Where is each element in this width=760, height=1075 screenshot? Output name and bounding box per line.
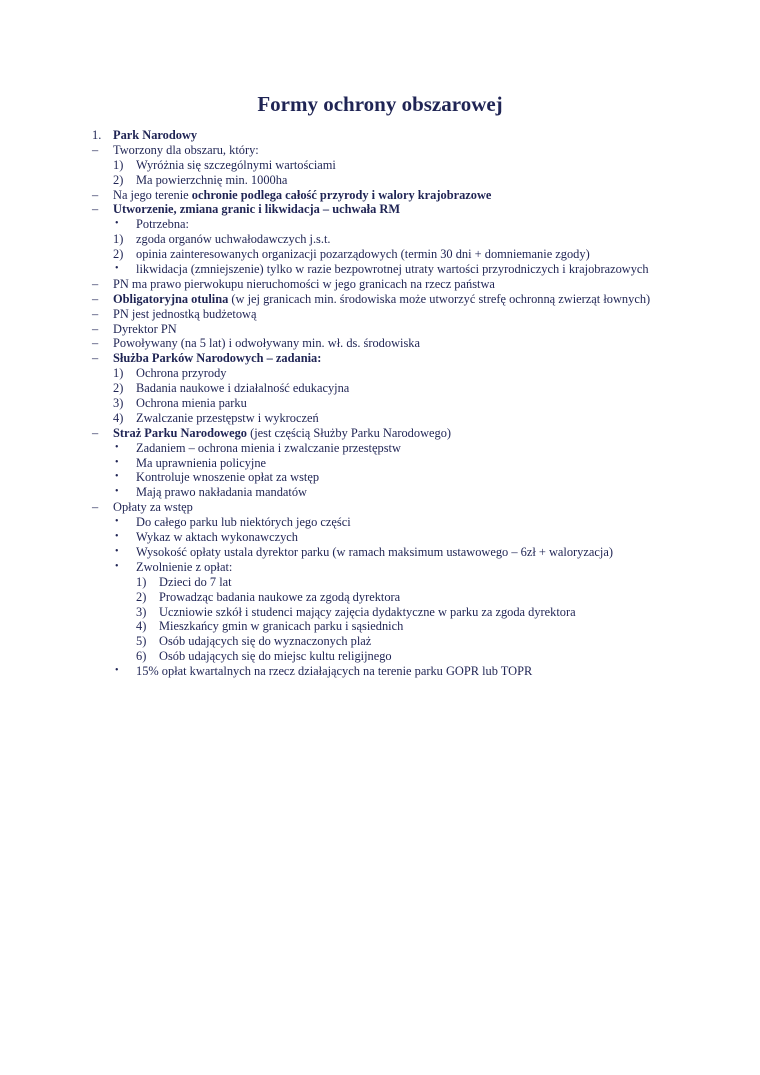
list-item-text <box>136 664 532 679</box>
list-item-text <box>159 619 403 634</box>
text-run: Ochrona przyrody <box>136 366 227 381</box>
list-item <box>0 545 760 560</box>
list-item <box>0 173 760 188</box>
number-marker: 2) <box>113 247 124 262</box>
number-marker: 4) <box>136 619 147 634</box>
list-item <box>0 515 760 530</box>
list-item-text <box>136 470 319 485</box>
list-item <box>0 128 760 143</box>
number-marker: 4) <box>113 410 124 425</box>
list-item <box>0 307 760 322</box>
list-item <box>0 456 760 471</box>
list-item-text <box>113 426 451 441</box>
list-item <box>0 426 760 441</box>
list-item <box>0 530 760 545</box>
bullet-marker: • <box>115 486 119 498</box>
list-item-text <box>113 128 197 143</box>
dash-marker: – <box>92 321 99 336</box>
list-item <box>0 470 760 485</box>
list-item-text <box>113 322 177 337</box>
bold-text: ochronie podlega całość przyrody i walory krajobrazowe <box>191 187 492 202</box>
list-item <box>0 336 760 351</box>
text-run: (w jej granicach min. środowiska może utworzyć strefę ochronną zwierząt łownych) <box>228 291 651 306</box>
bullet-marker: • <box>115 531 119 543</box>
text-run: Dyrektor PN <box>113 321 177 336</box>
dash-marker: – <box>92 187 99 202</box>
list-item-text <box>136 247 590 262</box>
text-run: Badania naukowe i działalność edukacyjna <box>136 381 350 396</box>
list-item <box>0 634 760 649</box>
list-item-text <box>113 351 321 366</box>
dash-marker: – <box>92 500 99 515</box>
bold-text: Park Narodowy <box>113 128 198 142</box>
list-item <box>0 202 760 217</box>
number-marker: 2) <box>113 172 124 187</box>
dash-marker: – <box>92 291 99 306</box>
list-item-text <box>136 456 266 471</box>
list-item <box>0 411 760 426</box>
text-run: Mają prawo nakładania mandatów <box>136 485 307 500</box>
list-item <box>0 396 760 411</box>
dash-marker: – <box>92 425 99 440</box>
list-item-text <box>159 605 576 620</box>
list-item <box>0 560 760 575</box>
text-run: Opłaty za wstęp <box>113 500 193 515</box>
list-item <box>0 322 760 337</box>
list-item-text <box>113 202 400 217</box>
list-item-text <box>136 217 189 232</box>
list-item-text <box>136 411 319 426</box>
bullet-marker: • <box>115 218 119 230</box>
text-run: Zwolnienie z opłat: <box>136 559 233 574</box>
text-run: Tworzony dla obszaru, który: <box>113 142 259 157</box>
number-marker: 3) <box>136 604 147 619</box>
list-item-text <box>113 143 259 158</box>
bullet-marker: • <box>115 560 119 572</box>
list-item <box>0 158 760 173</box>
text-run: (jest częścią Służby Parku Narodowego) <box>247 425 452 440</box>
list-item <box>0 381 760 396</box>
bold-text: Służba Parków Narodowych – zadania: <box>113 351 322 366</box>
text-run: Mieszkańcy gmin w granicach parku i sąsiednich <box>159 619 404 634</box>
bullet-marker: • <box>115 441 119 453</box>
text-run: PN ma prawo pierwokupu nieruchomości w jego granicach na rzecz państwa <box>113 276 495 291</box>
list-item-text <box>136 545 613 560</box>
list-item <box>0 649 760 664</box>
text-run: Ma uprawnienia policyjne <box>136 455 267 470</box>
list-item-text <box>113 500 193 515</box>
text-run: Uczniowie szkół i studenci mający zajęcia dydaktyczne w parku za zgoda dyrektora <box>159 604 576 619</box>
list-item-text <box>136 232 331 247</box>
list-item-text <box>136 515 351 530</box>
document-body <box>0 128 760 679</box>
text-run: Zadaniem – ochrona mienia i zwalczanie przestępstw <box>136 440 401 455</box>
bold-text: Utworzenie, zmiana granic i likwidacja – uchwała RM <box>113 202 401 217</box>
list-item <box>0 575 760 590</box>
list-item-text <box>136 560 232 575</box>
dash-marker: – <box>92 276 99 291</box>
number-marker: 1) <box>113 366 124 381</box>
list-item-text <box>113 277 495 292</box>
text-run: Kontroluje wnoszenie opłat za wstęp <box>136 470 320 485</box>
bold-text: Straż Parku Narodowego <box>113 425 247 440</box>
list-item-text <box>136 485 307 500</box>
number-marker: 5) <box>136 634 147 649</box>
text-run: Ma powierzchnię min. 1000ha <box>136 172 288 187</box>
list-item <box>0 232 760 247</box>
bullet-marker: • <box>115 516 119 528</box>
number-marker: 3) <box>113 396 124 411</box>
bullet-marker: • <box>115 545 119 557</box>
bold-text: Obligatoryjna otulina <box>113 291 229 306</box>
list-item-text <box>159 634 371 649</box>
document-title: Formy ochrony obszarowej <box>257 92 503 116</box>
number-marker: 1) <box>113 157 124 172</box>
list-item-text <box>113 336 420 351</box>
list-item-text <box>136 396 247 411</box>
text-run: Wykaz w aktach wykonawczych <box>136 530 298 545</box>
list-item <box>0 590 760 605</box>
text-run: Zwalczanie przestępstw i wykroczeń <box>136 410 319 425</box>
text-run: Powoływany (na 5 lat) i odwoływany min. wł. ds. środowiska <box>113 336 420 351</box>
list-item-text <box>136 366 227 381</box>
list-item <box>0 619 760 634</box>
text-run: Do całego parku lub niektórych jego części <box>136 515 351 530</box>
number-marker: 2) <box>136 589 147 604</box>
bullet-marker: • <box>115 456 119 468</box>
bullet-marker: • <box>115 471 119 483</box>
text-run: likwidacja (zmniejszenie) tylko w razie bezpowrotnej utraty wartości przyrodniczych i krajobrazowych <box>136 262 649 277</box>
list-item <box>0 605 760 620</box>
dash-marker: – <box>92 351 99 366</box>
list-item <box>0 277 760 292</box>
text-run: Osób udających się do miejsc kultu religijnego <box>159 649 392 664</box>
text-run: Wyróżnia się szczególnymi wartościami <box>136 157 336 172</box>
number-marker: 1. <box>92 128 102 142</box>
list-item-text <box>136 262 649 277</box>
list-item-text <box>113 292 650 307</box>
list-item <box>0 143 760 158</box>
text-run: Potrzebna: <box>136 217 189 232</box>
bullet-marker: • <box>115 263 119 275</box>
list-item <box>0 217 760 232</box>
number-marker: 6) <box>136 649 147 664</box>
list-item <box>0 262 760 277</box>
text-run: Osób udających się do wyznaczonych plaż <box>159 634 372 649</box>
dash-marker: – <box>92 306 99 321</box>
list-item <box>0 366 760 381</box>
dash-marker: – <box>92 336 99 351</box>
list-item-text <box>136 530 298 545</box>
bullet-marker: • <box>115 665 119 677</box>
list-item <box>0 351 760 366</box>
list-item-text <box>113 307 257 322</box>
number-marker: 1) <box>113 232 124 247</box>
list-item <box>0 664 760 679</box>
list-item <box>0 485 760 500</box>
text-run: opinia zainteresowanych organizacji pozarządowych (termin 30 dni + domniemanie zgody) <box>136 247 590 262</box>
list-item-text <box>159 590 400 605</box>
text-run: Prowadząc badania naukowe za zgodą dyrektora <box>159 589 401 604</box>
dash-marker: – <box>92 142 99 157</box>
text-run: Wysokość opłaty ustala dyrektor parku (w ramach maksimum ustawowego – 6zł + waloryzacja) <box>136 544 613 559</box>
list-item-text <box>136 173 287 188</box>
list-item-text <box>113 188 491 203</box>
list-item <box>0 292 760 307</box>
list-item-text <box>159 649 392 664</box>
number-marker: 1) <box>136 574 147 589</box>
list-item-text <box>136 441 401 456</box>
text-run: PN jest jednostką budżetową <box>113 306 257 321</box>
list-item <box>0 188 760 203</box>
list-item <box>0 247 760 262</box>
list-item <box>0 500 760 515</box>
list-item-text <box>159 575 232 590</box>
list-item-text <box>136 158 336 173</box>
text-run: zgoda organów uchwałodawczych j.s.t. <box>136 232 331 247</box>
dash-marker: – <box>92 202 99 217</box>
text-run: 15% opłat kwartalnych na rzecz działających na terenie parku GOPR lub TOPR <box>136 664 533 679</box>
text-run: Dzieci do 7 lat <box>159 574 232 589</box>
number-marker: 2) <box>113 381 124 396</box>
text-run: Na jego terenie <box>113 187 192 202</box>
list-item-text <box>136 381 349 396</box>
text-run: Ochrona mienia parku <box>136 396 247 411</box>
list-item <box>0 441 760 456</box>
